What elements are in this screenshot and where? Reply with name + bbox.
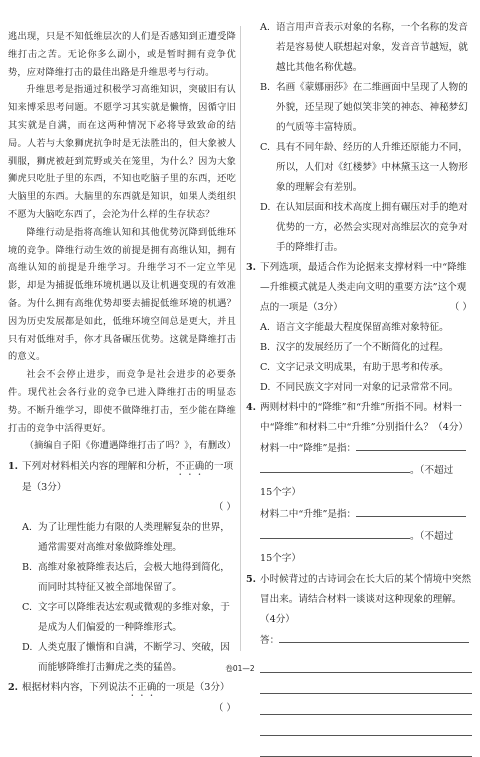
question-1-options [8,518,236,678]
option-letter: A. [260,322,270,333]
option-a[interactable] [260,18,472,78]
answer-line[interactable] [260,694,472,715]
option-text: 文字可以降维表达宏观或微观的多维对象，于是成为人们偏爱的一种降维形式。 [38,602,230,634]
question-3 [246,258,472,318]
option-text: 名画《蒙娜丽莎》在二维画面中呈现了人物的外貌，还呈现了她似笑非笑的神态、神秘梦幻的气质等丰富特质。 [276,82,468,133]
emphasis-text: 不正确 [175,461,205,473]
answer-blank[interactable] [260,526,410,539]
answer-area [260,630,472,652]
answer-paren[interactable]: （ ） [449,302,472,313]
question-number: 2. [8,682,19,694]
option-text: 具有不同年龄、经历的人升维还原能力不同，所以，人们对《红楼梦》中林黛玉这一人物形象的理解会有差别。 [276,142,468,193]
option-text: 人类克服了懒惰和自满，不断学习、突破，因而能够降维打击狮虎之类的猛兽。 [38,642,230,674]
option-text: 语言文字能最大程度保留高维对象特征。 [276,322,449,333]
passage-citation: （摘编自子阳《你遭遇降维打击了吗？》，有删改） [24,440,236,452]
passage-paragraph: 社会不会停止进步，而竞争是社会进步的必要条件。现代社会各行业的竞争已进入降维打击的明显态势。不断升维学习，即使不做降维打击，至少能在降维打击的竞争中活得更好。 [8,369,236,434]
option-c[interactable] [22,598,236,638]
question-2 [8,678,236,719]
option-letter: B. [260,342,271,353]
fill-label: 材料二中“升维”是指： [260,509,357,520]
left-column [8,28,236,719]
option-text: 语言用声音表示对象的名称，一个名称的发音若是容易使人联想起对象，发音音节越短，就越比其他名称优越。 [276,22,468,73]
option-letter: B. [260,82,271,93]
emphasis-text: 不正确 [127,682,157,694]
answer-paren[interactable]: （ ） [213,502,236,514]
question-stem: 两则材料中的“降维”和“升维”所指不同。材料一中“降维”和材料二中“升维”分别指什么？（4分） [260,402,469,433]
option-text: 不同民族文字对同一对象的记录常常不同。 [276,382,459,393]
option-text: 汉字的发展经历了一个不断简化的过程。 [276,342,449,353]
passage-paragraph: 逃出现，只是不知低维层次的人们是否感知到正遭受降维打击之苦。无论你多么副小，或是暂时拥有竞争优势，应对降维打击的最佳出路是升维思考与行动。 [8,31,236,78]
question-stem: 下列对材料相关内容的理解和分析，不正确的一项是（3分） （ ） [22,457,236,518]
question-number: 3. [246,262,257,273]
fill-label: 材料一中“降维”是指： [260,443,357,454]
option-text: 高维对象被降维表达后，会极大地得到简化，而同时其特征又被全部地保留了。 [38,562,230,594]
fill-row-2: 材料二中“升维”是指： 。（不超过 15个字） [260,504,472,570]
question-5 [246,570,472,630]
answer-blank[interactable] [260,460,410,473]
option-text: 为了让理性能力有限的人类理解复杂的世界，通常需要对高维对象做降维处理。 [38,522,230,554]
option-letter: D. [260,202,271,213]
question-number: 1. [8,461,19,473]
question-1 [8,457,236,518]
option-letter: C. [260,362,271,373]
answer-label: 答： [260,635,280,646]
option-letter: C. [260,142,271,153]
option-c[interactable] [260,358,472,378]
passage-paragraph: 升维思考是指通过积极学习高维知识，突破旧有认知来博采思考问题。不愿学习其实就是懒惰，因循守旧其实就是自满，而在这两种情况下必将导致致命的结局。人若与大象狮虎抗争时是无法胜出的，但大象被人驯服，狮虎被赶到荒野或关在笼里，为什么？因为大象狮虎只吃肚子里的东西，不知也吃脑子里的东西，还吃大脑里的东西。大脑里的东西就是知识，如果人类组织不愿为大脑吃东西了，会沦为什么样的生存状态？ [8,84,236,220]
option-d[interactable] [260,378,472,398]
option-letter: C. [22,602,33,614]
option-letter: D. [22,642,33,654]
option-letter: B. [22,562,33,574]
question-2-options [246,18,472,258]
answer-line[interactable] [260,673,472,694]
passage-paragraph: 降维行动是指将高维认知和其他优势沉降到低维环境的竞争。降维行动生效的前提是拥有高维认知，拥有高维认知的前提是升维学习。升维学习不一定立竿见影，却是为捕捉低维环境机遇以及让机遇变现的有效准备。为什么拥有高维优势却要去捕捉低维环境的机遇？因为历史发展都是如此，低维环境空间总是更大，并且只有对低维对手，你才具备碾压优势。这就是降维打击的意义。 [8,226,236,363]
answer-blank[interactable] [279,630,469,643]
question-4 [246,398,472,438]
option-c[interactable] [260,138,472,198]
option-letter: D. [260,382,271,393]
question-stem: 下列选项，最适合作为论据来支撑材料一中“降维—升维模式就是人类走向文明的重要方法”这个观点的一项是（3分） （ ） [260,258,472,318]
option-b[interactable] [260,338,472,358]
option-a[interactable] [22,518,236,558]
question-3-options [246,318,472,398]
answer-line[interactable] [260,715,472,736]
option-text: 在认知层面和技术高度上拥有碾压对手的绝对优势的一方，必然会实现对高维层次的竞争对手的降维打击。 [276,202,468,253]
page-footer: 卷01—2 [225,664,255,673]
question-stem: 根据材料内容，下列说法不正确的一项是（3分） （ ） [22,678,236,719]
column-divider [240,26,241,651]
option-d[interactable] [260,198,472,258]
answer-blank[interactable] [356,438,466,451]
option-text: 文字记录文明成果，有助于思考和传承。 [276,362,449,373]
option-b[interactable] [260,78,472,138]
fill-row-1: 材料一中“降维”是指： 。（不超过 15个字） [260,438,472,504]
option-letter: A. [22,522,32,534]
question-number: 4. [246,402,257,413]
option-b[interactable] [22,558,236,598]
question-number: 5. [246,574,257,585]
answer-blank[interactable] [356,504,466,517]
option-letter: A. [260,22,270,33]
right-column [246,18,472,757]
answer-line[interactable] [260,736,472,757]
answer-paren[interactable]: （ ） [213,703,236,715]
question-stem: 小时候背过的古诗词会在长大后的某个情境中突然冒出来。请结合材料一谈谈对这种现象的理解。（4分） [260,574,472,625]
option-a[interactable] [260,318,472,338]
